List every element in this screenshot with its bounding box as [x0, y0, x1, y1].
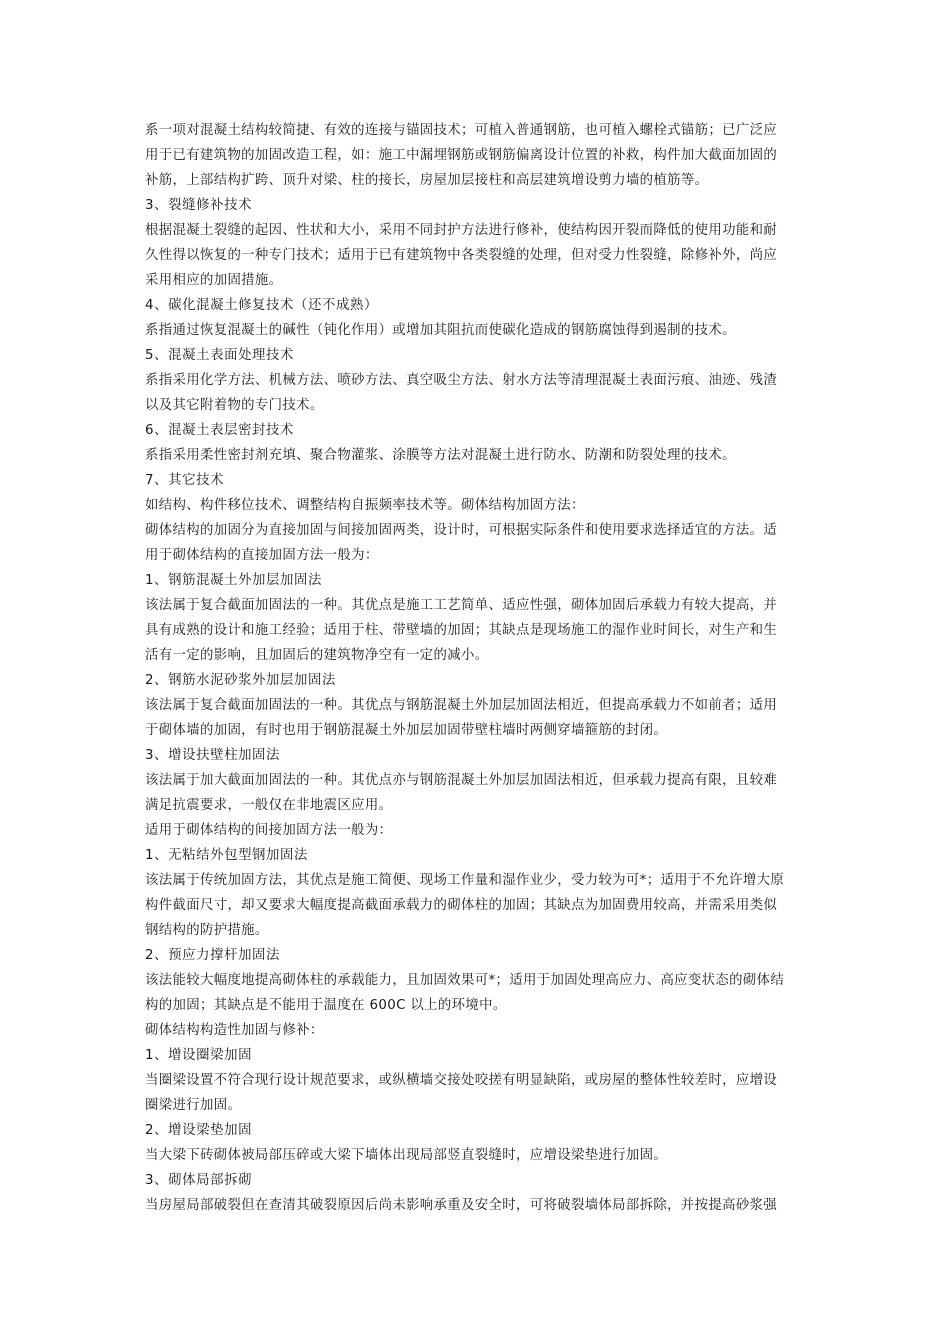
- text-line: 圈梁进行加固。: [145, 1098, 242, 1113]
- section-heading: 7、其它技术: [145, 473, 225, 488]
- section-heading: 3、增设扶壁柱加固法: [145, 748, 281, 763]
- text-line: 用于砌体结构的直接加固方法一般为：: [145, 548, 379, 563]
- text-line: 该法属于复合截面加固法的一种。其优点与钢筋混凝土外加层加固法相近，但提高承载力不如前者；适用: [145, 698, 778, 713]
- section-heading: 6、混凝土表层密封技术: [145, 423, 295, 438]
- text-line: 补筋，上部结构扩跨、顶升对梁、柱的接长，房屋加层接柱和高层建筑增设剪力墙的植筋等。: [145, 173, 709, 188]
- text-line: 钢结构的防护措施。: [145, 923, 269, 938]
- document-page: [145, 118, 810, 1218]
- text-line: 该法属于加大截面加固法的一种。其优点亦与钢筋混凝土外加层加固法相近，但承载力提高有限，且较难: [145, 773, 778, 788]
- text-line: 当房屋局部破裂但在查清其破裂原因后尚未影响承重及安全时，可将破裂墙体局部拆除，并按提高砂浆强: [145, 1198, 778, 1213]
- section-heading: 3、裂缝修补技术: [145, 198, 253, 213]
- text-line: 于砌体墙的加固，有时也用于钢筋混凝土外加层加固带壁柱墙时两侧穿墙箍筋的封闭。: [145, 723, 668, 738]
- text-line: 具有成熟的设计和施工经验；适用于柱、带壁墙的加固；其缺点是现场施工的湿作业时间长，对生产和生: [145, 623, 778, 638]
- text-line: 砌体结构的加固分为直接加固与间接加固两类，设计时，可根据实际条件和使用要求选择适宜的方法。适: [145, 523, 778, 538]
- text-line: 该法属于复合截面加固法的一种。其优点是施工工艺简单、适应性强，砌体加固后承载力有较大提高，并: [145, 598, 778, 613]
- text-line: 该法能较大幅度地提高砌体柱的承载能力，且加固效果可*；适用于加固处理高应力、高应变状态的砌体结: [145, 973, 785, 988]
- text-line: 久性得以恢复的一种专门技术；适用于已有建筑物中各类裂缝的处理，但对受力性裂缝，除修补外，尚应: [145, 248, 778, 263]
- text-line: 用于已有建筑物的加固改造工程，如：施工中漏埋钢筋或钢筋偏离设计位置的补救，构件加大截面加固的: [145, 148, 778, 163]
- section-heading: 1、无粘结外包型钢加固法: [145, 848, 309, 863]
- section-heading: 4、碳化混凝土修复技术（还不成熟）: [145, 298, 378, 313]
- text-line: 当圈梁设置不符合现行设计规范要求，或纵横墙交接处咬搓有明显缺陷，或房屋的整体性较差时，应增设: [145, 1073, 778, 1088]
- text-line: 系指采用化学方法、机械方法、喷砂方法、真空吸尘方法、射水方法等清理混凝土表面污痕、油迹、残渣: [145, 373, 778, 388]
- text-line: 该法属于传统加固方法，其优点是施工简便、现场工作量和湿作业少，受力较为可*；适用于不允许增大原: [145, 873, 785, 888]
- text-line: 采用相应的加固措施。: [145, 273, 283, 288]
- text-line: 适用于砌体结构的间接加固方法一般为：: [145, 823, 393, 838]
- section-heading: 2、增设梁垫加固: [145, 1123, 253, 1138]
- text-line: 砌体结构构造性加固与修补：: [145, 1023, 324, 1038]
- text-line: 根据混凝土裂缝的起因、性状和大小，采用不同封护方法进行修补，使结构因开裂而降低的使用功能和耐: [145, 223, 778, 238]
- text-line: 系一项对混凝土结构较简捷、有效的连接与锚固技术；可植入普通钢筋，也可植入螺栓式锚筋；已广泛应: [145, 123, 778, 138]
- text-line: 系指采用柔性密封剂充填、聚合物灌浆、涂膜等方法对混凝土进行防水、防潮和防裂处理的技术。: [145, 448, 736, 463]
- text-line: 系指通过恢复混凝土的碱性（钝化作用）或增加其阻抗而使碳化造成的钢筋腐蚀得到遏制的技术。: [145, 323, 736, 338]
- section-heading: 2、钢筋水泥砂浆外加层加固法: [145, 673, 336, 688]
- section-heading: 2、预应力撑杆加固法: [145, 948, 281, 963]
- text-line: 当大梁下砖砌体被局部压碎或大梁下墙体出现局部竖直裂缝时，应增设梁垫进行加固。: [145, 1148, 668, 1163]
- text-line: 满足抗震要求，一般仅在非地震区应用。: [145, 798, 393, 813]
- text-line: 以及其它附着物的专门技术。: [145, 398, 324, 413]
- section-heading: 5、混凝土表面处理技术: [145, 348, 295, 363]
- text-line: 活有一定的影响，且加固后的建筑物净空有一定的减小。: [145, 648, 489, 663]
- section-heading: 3、砌体局部拆砌: [145, 1173, 253, 1188]
- text-line: 构的加固；其缺点是不能用于温度在 600C 以上的环境中。: [145, 998, 507, 1013]
- text-line: 如结构、构件移位技术、调整结构自振频率技术等。砌体结构加固方法：: [145, 498, 585, 513]
- section-heading: 1、增设圈梁加固: [145, 1048, 253, 1063]
- section-heading: 1、钢筋混凝土外加层加固法: [145, 573, 323, 588]
- text-line: 构件截面尺寸，却又要求大幅度提高截面承载力的砌体柱的加固；其缺点为加固费用较高，并需采用类似: [145, 898, 778, 913]
